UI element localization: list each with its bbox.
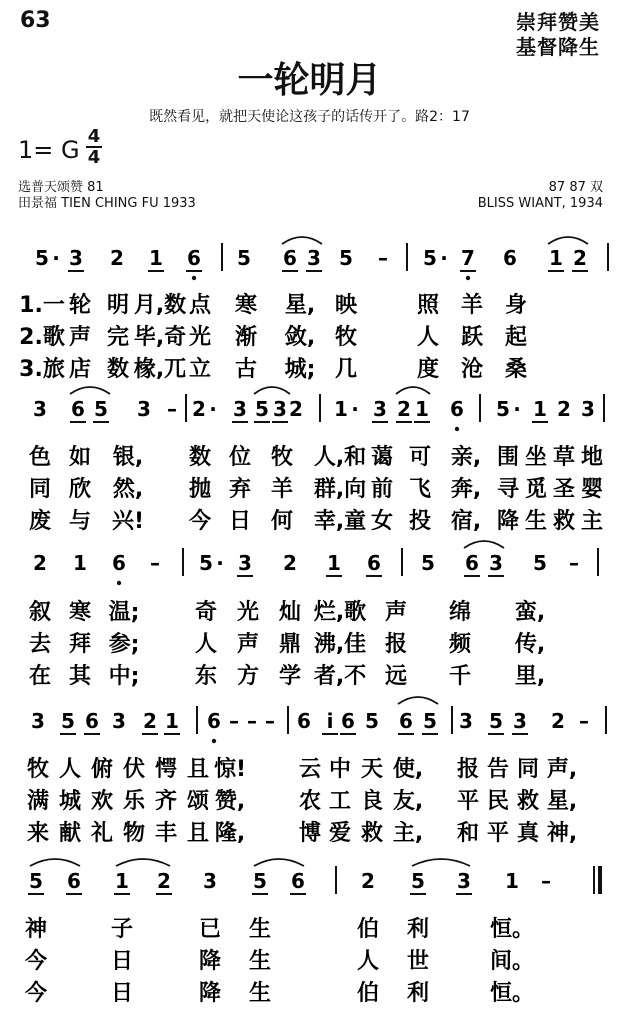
lyric-syllable: 弃 (228, 477, 252, 502)
lyric-syllable: 间。 (489, 949, 535, 974)
lyric-syllable: 主, (392, 821, 424, 846)
dash: – (167, 397, 177, 421)
lyric-syllable: 废 (28, 509, 52, 534)
dash: – (150, 551, 160, 575)
note: 6 (291, 869, 305, 893)
lyric-syllable: 兴! (111, 509, 145, 534)
lyric-syllable: 沸,佳 (313, 632, 367, 657)
stamp-line-2: 基督降生 (516, 35, 600, 59)
note: 6 (465, 551, 479, 575)
lyric-syllable: 星, (284, 293, 316, 318)
note: 2 (289, 397, 303, 421)
lyric-syllable: 伯 (356, 917, 380, 942)
lyric-syllable: 子 (110, 917, 134, 942)
note: 1 (549, 246, 563, 270)
lyric-syllable: 救 (552, 509, 576, 534)
note: 2 (397, 397, 411, 421)
lyric-syllable: 农 (298, 789, 322, 814)
note: 6 (450, 397, 464, 421)
note: 3 (233, 397, 247, 421)
lyric-syllable: 中; (108, 664, 140, 689)
note: 3 (307, 246, 321, 270)
lyric-syllable: 丰 (154, 821, 178, 846)
note: 1 (415, 397, 429, 421)
lyric-syllable: 古 (234, 357, 258, 382)
note: 3 (112, 709, 126, 733)
low-octave-dot (455, 427, 459, 431)
lyric-syllable: 声 (236, 632, 260, 657)
lyric-syllable: 神 (24, 917, 48, 942)
note: 6 (71, 397, 85, 421)
lyric-syllable: 救 (516, 789, 540, 814)
lyric-syllable: 方 (236, 664, 260, 689)
low-octave-dot (192, 276, 196, 280)
dash: – (229, 709, 239, 733)
note: 5 (421, 551, 435, 575)
note: 1 (73, 551, 87, 575)
lyric-syllable: 光 (236, 600, 260, 625)
lyric-syllable: 完 (106, 325, 130, 350)
lyric-syllable: 主 (580, 509, 604, 534)
note: 6 (207, 709, 221, 733)
lyric-syllable: 鼎 (278, 632, 302, 657)
lyric-syllable: 度 (416, 357, 440, 382)
lyric-syllable: 寒 (68, 600, 92, 625)
lyric-syllable: 云 (298, 757, 322, 782)
note: 1 (149, 246, 163, 270)
lyric-syllable: 人,和 (313, 445, 367, 470)
lyric-syllable: 烂,歌 (313, 600, 367, 625)
slur (30, 859, 80, 866)
lyric-syllable: 献 (58, 821, 82, 846)
note: 5 (496, 397, 510, 421)
lyric-syllable: 友, (392, 789, 424, 814)
lyric-syllable: 几 (334, 357, 358, 382)
note: 5 (199, 551, 213, 575)
lyric-syllable: 蔼 (370, 445, 394, 470)
note: 3 (238, 551, 252, 575)
lyric-syllable: 群,向 (313, 477, 367, 502)
lyric-syllable: 今 (188, 509, 212, 534)
note: 1 (505, 869, 519, 893)
lyric-syllable: 欢 (90, 789, 114, 814)
dot: · (513, 397, 521, 421)
meter-credit: 87 87 双 (548, 180, 603, 195)
note: 3 (489, 551, 503, 575)
lyric-syllable: 牧 (270, 445, 294, 470)
lyric-syllable: 欣 (68, 477, 92, 502)
dot: · (440, 246, 448, 270)
lyric-syllable: 且 (186, 821, 210, 846)
note: 2 (192, 397, 206, 421)
note: 6 (283, 246, 297, 270)
lyric-syllable: 敛, (284, 325, 316, 350)
slur (254, 859, 304, 866)
lyric-syllable: 博 (298, 821, 322, 846)
note: 6 (297, 709, 311, 733)
note: 3 (513, 709, 527, 733)
note: 5 (533, 551, 547, 575)
lyric-syllable: 明 (106, 293, 130, 318)
lyric-syllable: 工 (328, 789, 352, 814)
slur (396, 387, 430, 394)
lyric-syllable: 降 (198, 949, 222, 974)
lyric-syllable: 人 (416, 325, 440, 350)
lyric-syllable: 满 (26, 789, 50, 814)
lyric-syllable: 今 (24, 949, 48, 974)
key-signature: 1= G (18, 136, 80, 164)
note: 3 (273, 397, 287, 421)
note: 5 (365, 709, 379, 733)
note: 2 (33, 551, 47, 575)
lyric-syllable: 蛮, (514, 600, 546, 625)
lyric-syllable: 伯 (356, 981, 380, 1006)
lyric-syllable: 者,不 (313, 664, 367, 689)
note: 3 (457, 869, 471, 893)
lyric-syllable: 羊 (460, 293, 484, 318)
lyric-syllable: 利 (406, 917, 430, 942)
lyric-syllable: 日 (228, 509, 252, 534)
lyric-syllable: 颂 (186, 789, 210, 814)
lyric-syllable: 寻 (496, 477, 520, 502)
lyric-syllable: 降 (198, 981, 222, 1006)
lyric-syllable: 奔, (450, 477, 482, 502)
lyric-syllable: 生 (248, 981, 272, 1006)
note: 3 (373, 397, 387, 421)
lyric-syllable: 人 (356, 949, 380, 974)
note: 6 (367, 551, 381, 575)
lyric-syllable: 日 (110, 981, 134, 1006)
lyric-syllable: 牧 (334, 325, 358, 350)
lyric-syllable: 数 (188, 445, 212, 470)
lyric-syllable: 声 (384, 600, 408, 625)
lyricist-credit: 田景福 TIEN CHING FU 1933 (18, 196, 196, 211)
lyric-syllable: 天 (360, 757, 384, 782)
lyric-syllable: 地 (580, 445, 604, 470)
lyric-syllable: 惊! (213, 757, 247, 782)
lyric-syllable: 牧 (26, 757, 50, 782)
dash: – (569, 551, 579, 575)
note: 1 (165, 709, 179, 733)
lyric-syllable: 良 (360, 789, 384, 814)
note: 6 (67, 869, 81, 893)
source-credit: 选普天颂赞 81 (18, 180, 104, 195)
note: 3 (69, 246, 83, 270)
lyric-syllable: 声, (546, 757, 578, 782)
lyric-syllable: 光 (188, 325, 212, 350)
lyric-syllable: 身 (504, 293, 528, 318)
lyric-syllable: 寒 (234, 293, 258, 318)
lyric-syllable: 声 (68, 325, 92, 350)
lyric-syllable: 抛 (188, 477, 212, 502)
lyric-syllable: 椽,兀 (133, 357, 187, 382)
lyric-syllable: 里, (514, 664, 546, 689)
note: 1 (334, 397, 348, 421)
lyric-syllable: 跃 (460, 325, 484, 350)
lyric-syllable: 月,数 (133, 293, 187, 318)
lyric-syllable: 和 (456, 821, 480, 846)
note: 6 (85, 709, 99, 733)
lyric-syllable: 照 (416, 293, 440, 318)
note: 5 (61, 709, 75, 733)
note: 2 (157, 869, 171, 893)
lyric-syllable: 生 (248, 949, 272, 974)
note: 5 (339, 246, 353, 270)
lyric-syllable: 且 (186, 757, 210, 782)
note: 2 (361, 869, 375, 893)
note: 5 (94, 397, 108, 421)
slur (412, 859, 470, 866)
lyric-syllable: 礼 (90, 821, 114, 846)
lyric-syllable: 何 (270, 509, 294, 534)
lyric-syllable: 其 (68, 664, 92, 689)
composer-credit: BLISS WIANT, 1934 (477, 196, 603, 211)
lyric-syllable: 毕,奇 (133, 325, 187, 350)
note: 6 (112, 551, 126, 575)
lyric-syllable: 灿 (278, 600, 302, 625)
slur (116, 859, 170, 866)
slur (548, 237, 588, 244)
lyric-syllable: 日 (110, 949, 134, 974)
lyric-syllable: 东 (194, 664, 218, 689)
lyric-syllable: 叙 (28, 600, 52, 625)
lyric-syllable: 传, (514, 632, 546, 657)
lyric-syllable: 来 (26, 821, 50, 846)
dash: – (579, 709, 589, 733)
note: 3 (203, 869, 217, 893)
lyric-syllable: 与 (68, 509, 92, 534)
lyric-syllable: 3.旅 (19, 357, 65, 382)
lyric-syllable: 恒。 (489, 981, 535, 1006)
lyric-syllable: 亲, (450, 445, 482, 470)
lyric-syllable: 立 (188, 357, 212, 382)
note: 5 (489, 709, 503, 733)
lyric-syllable: 绵 (448, 600, 472, 625)
lyric-syllable: 围 (496, 445, 520, 470)
lyric-syllable: 平 (486, 821, 510, 846)
lyric-syllable: 生 (248, 917, 272, 942)
note: 5 (29, 869, 43, 893)
lyric-syllable: 奇 (194, 600, 218, 625)
lyric-syllable: 救 (360, 821, 384, 846)
lyric-syllable: 利 (406, 981, 430, 1006)
lyric-syllable: 物 (122, 821, 146, 846)
dash: – (541, 869, 551, 893)
lyric-syllable: 同 (516, 757, 540, 782)
lyric-syllable: 位 (228, 445, 252, 470)
low-octave-dot (212, 739, 216, 743)
lyric-syllable: 神, (546, 821, 578, 846)
lyric-syllable: 已 (198, 917, 222, 942)
note: 6 (503, 246, 517, 270)
dot: · (351, 397, 359, 421)
lyric-syllable: 报 (384, 632, 408, 657)
lyric-syllable: 参; (108, 632, 140, 657)
lyric-syllable: 觅 (524, 477, 548, 502)
lyric-syllable: 去 (28, 632, 52, 657)
note: 5 (411, 869, 425, 893)
lyric-syllable: 人 (194, 632, 218, 657)
lyric-syllable: 赞, (214, 789, 246, 814)
stamp-line-1: 崇拜赞美 (516, 10, 600, 34)
lyric-syllable: 投 (408, 509, 432, 534)
note: 2 (557, 397, 571, 421)
lyric-syllable: 人 (58, 757, 82, 782)
lyric-syllable: 生 (524, 509, 548, 534)
note: 7 (461, 246, 475, 270)
lyric-syllable: 真 (516, 821, 540, 846)
note: 1 (327, 551, 341, 575)
lyric-syllable: 学 (278, 664, 302, 689)
lyric-syllable: 幸,童 (313, 509, 367, 534)
note: 6 (399, 709, 413, 733)
lyric-syllable: 桑 (504, 357, 528, 382)
slur (464, 541, 504, 548)
lyric-syllable: 使, (392, 757, 424, 782)
lyric-syllable: 点 (188, 293, 212, 318)
note: 3 (459, 709, 473, 733)
lyric-syllable: 报 (456, 757, 480, 782)
lyric-syllable: 可 (408, 445, 432, 470)
lyric-syllable: 俯 (90, 757, 114, 782)
dash: – (265, 709, 275, 733)
lyric-syllable: 沧 (460, 357, 484, 382)
lyric-syllable: 2.歌 (19, 325, 65, 350)
lyric-syllable: 民 (486, 789, 510, 814)
note: i (326, 709, 334, 733)
note: 2 (283, 551, 297, 575)
lyric-syllable: 世 (406, 949, 430, 974)
slur (282, 237, 322, 244)
note: 6 (187, 246, 201, 270)
low-octave-dot (117, 581, 121, 585)
lyric-syllable: 银, (112, 445, 144, 470)
lyric-syllable: 在 (28, 664, 52, 689)
slur (254, 387, 290, 394)
hymn-title: 一轮明月 (237, 60, 382, 101)
lyric-syllable: 恒。 (489, 917, 535, 942)
note: 5 (255, 397, 269, 421)
note: 5 (253, 869, 267, 893)
lyric-syllable: 圣 (552, 477, 576, 502)
lyric-syllable: 前 (370, 477, 394, 502)
dot: · (216, 551, 224, 575)
lyric-syllable: 轮 (68, 293, 92, 318)
dash: – (247, 709, 257, 733)
lyric-syllable: 降 (496, 509, 520, 534)
lyric-syllable: 拜 (68, 632, 92, 657)
note: 5 (423, 246, 437, 270)
lyric-syllable: 温; (108, 600, 140, 625)
lyric-syllable: 愕 (154, 757, 178, 782)
lyric-syllable: 远 (384, 664, 408, 689)
note: 3 (33, 397, 47, 421)
lyric-syllable: 频 (448, 632, 472, 657)
note: 2 (551, 709, 565, 733)
lyric-syllable: 星, (546, 789, 578, 814)
lyric-syllable: 数 (106, 357, 130, 382)
lyric-syllable: 起 (504, 325, 528, 350)
lyric-syllable: 乐 (122, 789, 146, 814)
page-number: 63 (20, 8, 51, 33)
note: 5 (35, 246, 49, 270)
time-top: 4 (87, 126, 101, 147)
note: 5 (423, 709, 437, 733)
slur (70, 387, 110, 394)
lyric-syllable: 渐 (234, 325, 258, 350)
lyric-syllable: 千 (448, 664, 472, 689)
lyric-syllable: 店 (68, 357, 92, 382)
lyric-syllable: 伏 (122, 757, 146, 782)
lyric-syllable: 告 (486, 757, 510, 782)
lyric-syllable: 隆, (214, 821, 246, 846)
lyric-syllable: 婴 (580, 477, 604, 502)
lyric-syllable: 中 (328, 757, 352, 782)
lyric-syllable: 宿, (450, 509, 482, 534)
lyric-syllable: 坐 (524, 445, 548, 470)
dot: · (52, 246, 60, 270)
lyric-syllable: 羊 (270, 477, 294, 502)
note: 2 (143, 709, 157, 733)
note: 1 (533, 397, 547, 421)
note: 5 (237, 246, 251, 270)
time-bottom: 4 (87, 147, 101, 168)
lyric-syllable: 色 (28, 445, 52, 470)
lyric-syllable: 如 (68, 445, 92, 470)
lyric-syllable: 城 (58, 789, 82, 814)
lyric-syllable: 映 (334, 293, 358, 318)
note: 3 (581, 397, 595, 421)
note: 6 (341, 709, 355, 733)
dash: – (378, 246, 388, 270)
note: 1 (115, 869, 129, 893)
lyric-syllable: 飞 (408, 477, 432, 502)
lyric-syllable: 草 (552, 445, 576, 470)
note: 3 (31, 709, 45, 733)
lyric-syllable: 齐 (154, 789, 178, 814)
low-octave-dot (466, 276, 470, 280)
slur (398, 697, 438, 704)
lyric-syllable: 城; (284, 357, 316, 382)
lyric-syllable: 爱 (328, 821, 352, 846)
scripture-verse: 既然看见，就把天使论这孩子的话传开了。路2：17 (149, 109, 470, 125)
lyric-syllable: 同 (28, 477, 52, 502)
note: 2 (573, 246, 587, 270)
lyric-syllable: 然, (112, 477, 144, 502)
lyric-syllable: 1.一 (19, 293, 65, 318)
lyric-syllable: 今 (24, 981, 48, 1006)
dot: · (209, 397, 217, 421)
lyric-syllable: 女 (370, 509, 394, 534)
note: 3 (137, 397, 151, 421)
lyric-syllable: 平 (456, 789, 480, 814)
note: 2 (110, 246, 124, 270)
